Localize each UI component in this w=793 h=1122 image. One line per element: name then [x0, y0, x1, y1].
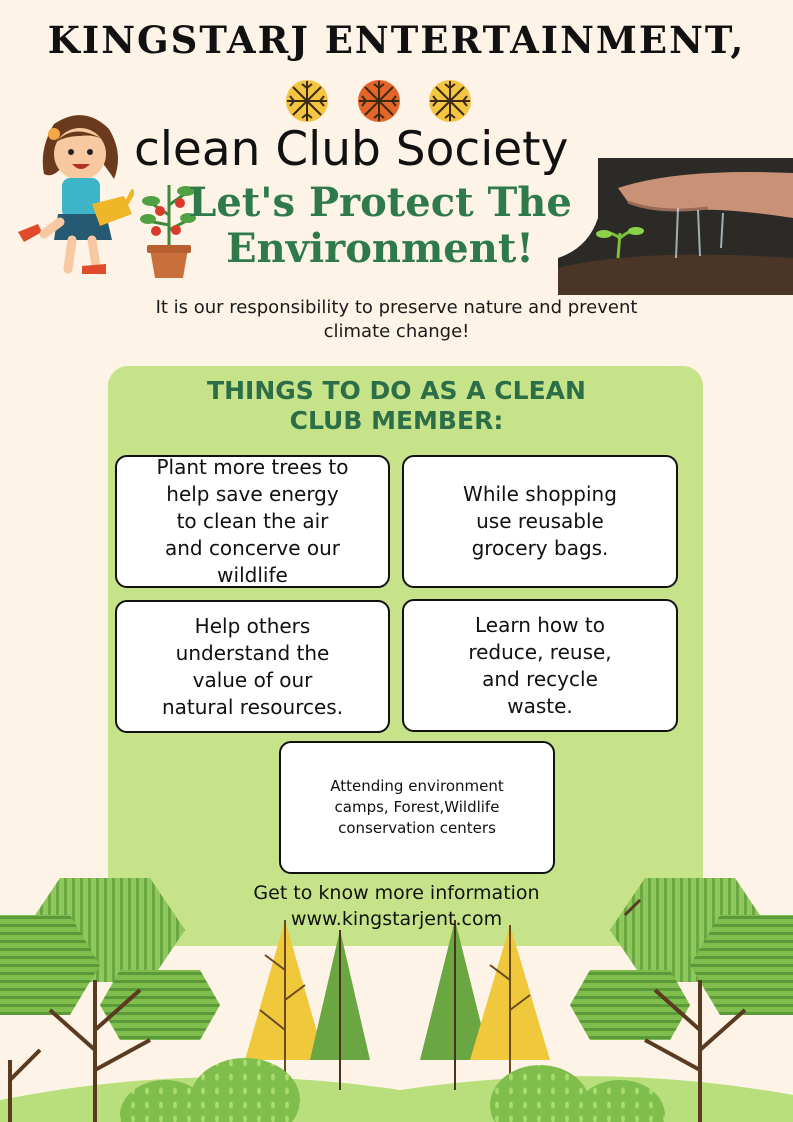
- card-line: natural resources.: [161, 694, 344, 719]
- card-line: While shopping: [463, 482, 617, 506]
- card-line: camps, Forest,Wildlife: [334, 798, 500, 816]
- intro-line: climate change!: [323, 321, 470, 342]
- card-line: and concerve our: [164, 536, 341, 560]
- footer-info: [120, 880, 673, 932]
- card-line: Attending environment: [330, 777, 504, 795]
- card-line: to clean the air: [176, 509, 329, 533]
- card-line: waste.: [507, 693, 573, 718]
- headline-line: Let's Protect The: [188, 179, 572, 226]
- card-line: Plant more trees to: [156, 455, 349, 479]
- girl-watering-illustration: [14, 104, 134, 284]
- card-line: use reusable: [476, 509, 604, 533]
- activity-card-reusable-bags: [402, 455, 678, 588]
- panel-title-line: THINGS TO DO AS A CLEAN: [207, 376, 586, 405]
- flower-icon: [427, 78, 473, 124]
- card-line: Help others: [194, 613, 311, 638]
- panel-title: [150, 376, 643, 436]
- card-line: Learn how to: [475, 612, 605, 637]
- activity-card-plant-trees: [115, 455, 390, 588]
- intro-line: It is our responsibility to preserve nature and prevent: [155, 297, 638, 318]
- card-line: wildlife: [217, 563, 288, 587]
- website-link[interactable]: www.kingstarjent.com: [290, 908, 503, 930]
- company-name: KINGSTARJ ENTERTAINMENT,: [47, 18, 746, 62]
- card-line: and recycle: [482, 666, 598, 691]
- activity-card-natural-resources: [115, 600, 390, 733]
- hands-seedling-photo: [558, 158, 793, 295]
- headline-line: Environment!: [226, 225, 534, 272]
- activity-card-camps: [279, 741, 555, 874]
- flower-icon: [356, 78, 402, 124]
- activity-card-recycle: [402, 599, 678, 732]
- panel-title-line: CLUB MEMBER:: [289, 406, 504, 435]
- card-line: reduce, reuse,: [468, 639, 612, 664]
- card-line: grocery bags.: [471, 536, 609, 560]
- footer-info-text: Get to know more information: [253, 882, 540, 904]
- card-line: help save energy: [166, 482, 339, 506]
- intro-text: [100, 296, 693, 344]
- headline: [175, 180, 585, 272]
- card-line: conservation centers: [338, 819, 496, 837]
- card-line: value of our: [192, 667, 313, 692]
- flower-icon: [284, 78, 330, 124]
- card-line: understand the: [175, 640, 330, 665]
- club-name: clean Club Society: [134, 122, 569, 177]
